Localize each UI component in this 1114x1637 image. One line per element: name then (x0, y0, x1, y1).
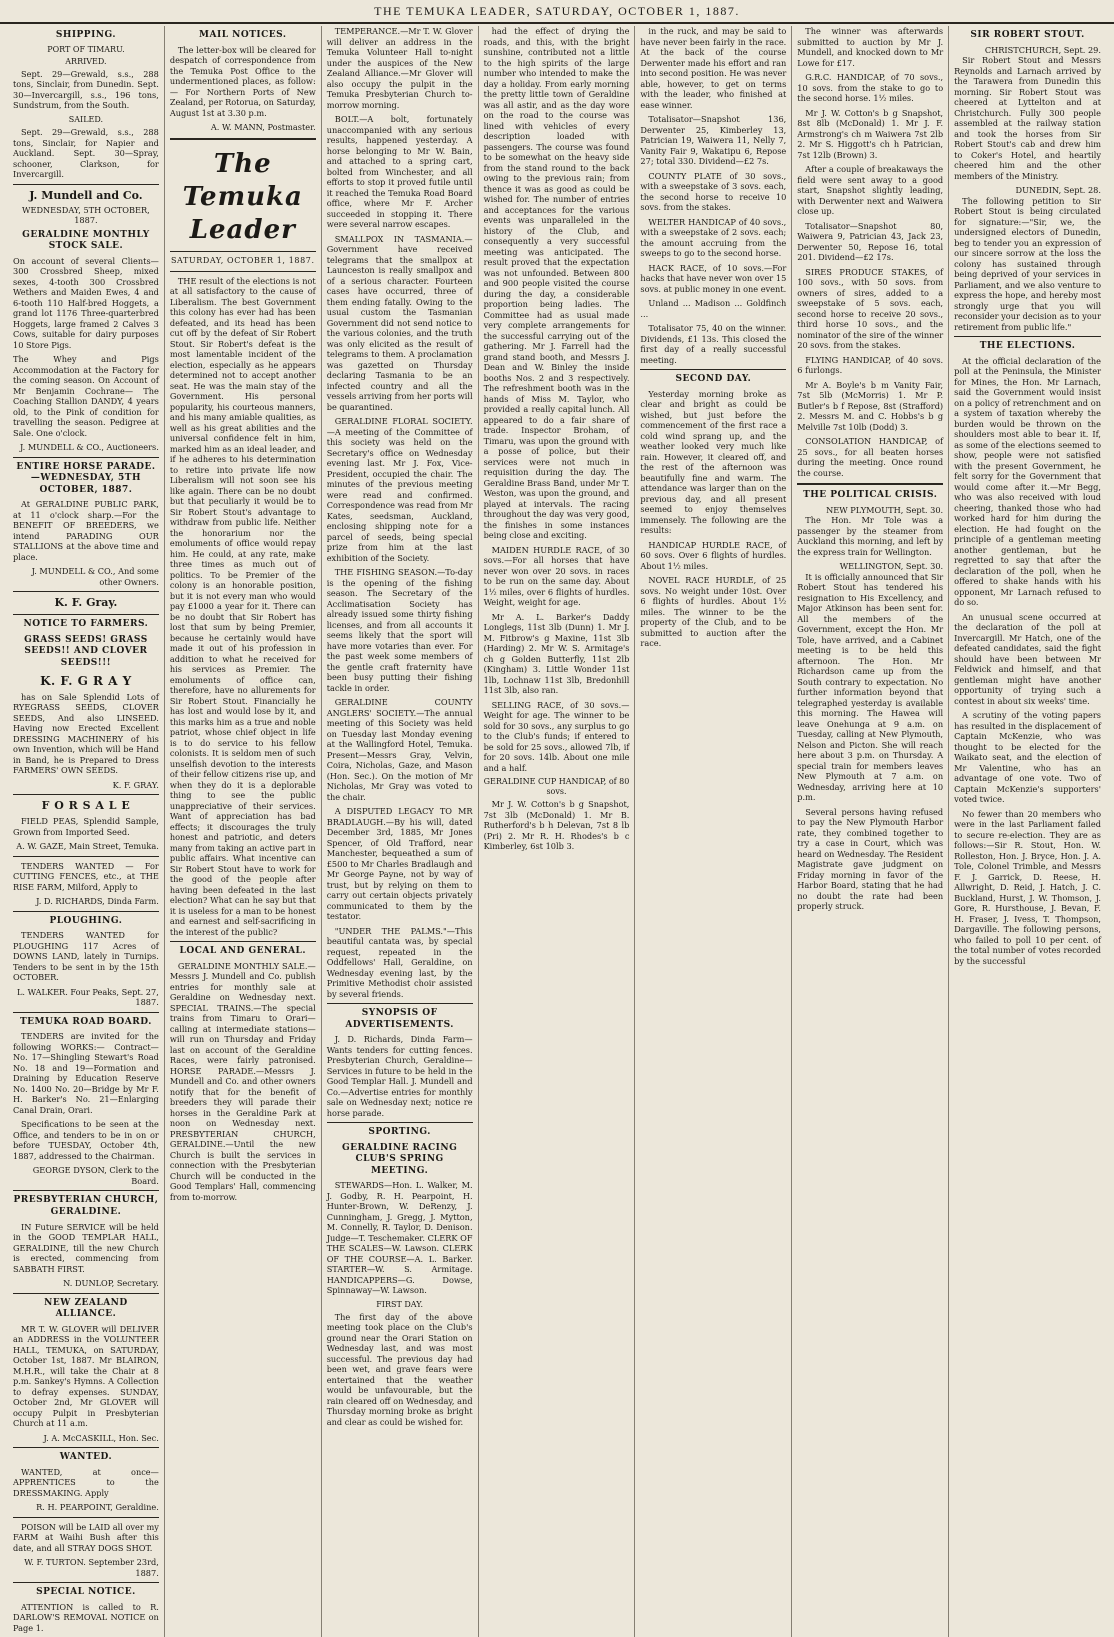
column-2 (165, 26, 322, 1637)
maiden-hurdle: MAIDEN HURDLE RACE, of 30 sovs.—For all horses that have never won over 20 sovs. in races to be run on the same day. About 1½ miles, over 6 flights of hurdles. Weight, weight for age. (483, 544, 630, 607)
peas-text: FIELD PEAS, Splendid Sample, Grown from Imported Seed. (13, 816, 159, 837)
poison-sign: W. F. TURTON. September 23rd, 1887. (24, 1557, 159, 1578)
second-day-text: Yesterday morning broke as clear and bright as could be wished, but just before the commencement of the first race a cold wind sprang up, and the weather looked very much like rain. However, it cleared off, and the rest of the afternoon was beautifully fine and warm. The attendance was larger than on the previous day, and all present seemed to enjoy themselves immensely. The following are the results: (640, 388, 787, 536)
wellington-dateline: WELLINGTON, Sept. 30. (839, 561, 944, 572)
gray-sign: K. F. GRAY. (112, 779, 159, 790)
wanted-sign: R. H. PEARPOINT, Geraldine. (36, 1502, 159, 1513)
road-board-sign: GEORGE DYSON, Clerk to the Board. (32, 1165, 159, 1186)
wellington-text: It is officially announced that Sir Robert Stout has tendered his resignation to His Excellency, and Major Atkinson has been sent for. All the members of the Government, except the Hon. Mr Tole, have arrived, and a Cabinet meeting is to be held this afternoon. The Hon. Mr Richardson came up from the South contrary to expectation. No further information beyond that telegraphed yesterday is available this morning. The Hawea will leave Onehunga at 9 a.m. on Tuesday, calling at New Plymouth, Nelson and Picton. She will reach here about 3 p.m. on Thursday. A special train for members leaves New Plymouth at 7 a.m. on Wednesday, arriving here at 10 p.m. (797, 571, 944, 803)
presbyterian-heading: PRESBYTERIAN CHURCH, GERALDINE. (13, 1195, 159, 1217)
special-notice-text: ATTENTION is called to R. DARLOW'S REMOVAL NOTICE on Page 1. (13, 1601, 159, 1633)
gray-letters: K. F. G R A Y (40, 673, 132, 688)
column-4 (479, 26, 636, 1637)
synopsis-heading: SYNOPSIS OF ADVERTISEMENTS. (345, 1008, 454, 1030)
mail-heading: MAIL NOTICES. (199, 30, 287, 40)
shipping-heading: SHIPPING. (55, 30, 117, 40)
forsale-heading: F O R S A L E (41, 799, 131, 813)
presbyterian-sign: N. DUNLOP, Secretary. (63, 1278, 159, 1289)
first-day-text: The first day of the above meeting took place on the Club's ground near the Orari Station on Wednesday last, and was most successful. The previous day had been wet, and grave fears were entertained that the weather would be unfavourable, but the rain cleared off on Wednesday, and Thursday morning broke as bright and clear as could be wished for. (326, 1311, 473, 1427)
hack-entrants: Unland ... Madison ... Goldfinch ... (640, 298, 787, 319)
maiden-results: Mr A. L. Barker's Daddy Longlegs, 11st 3lb (Dunn) 1. Mr J. M. Fitbrow's g Maxine, 11st 3lb (Harding) 2. Mr W. S. Armitage's ch g Golden Butterfly, 11st 2lb (Kingham) 3. Little Wonder 11st 1lb, Lochnaw 11st 3lb, Bredonhill 11st 3lb, also ran. (483, 611, 630, 695)
grass-heading: GRASS SEEDS! GRASS SEEDS!! AND CLOVER SEEDS!!! (24, 634, 148, 668)
second-day-heading: SECOND DAY. (675, 374, 752, 384)
christchurch-text: Sir Robert Stout and Messrs Reynolds and Larnach arrived by the Tarawera from Dunedin this morning. Sir Robert Stout was cheered at Lyttelton and at Christchurch. Fully 300 people assembled at the railway station and took the horses from Sir Robert Stout's cab and drew him to Coker's Hotel, and heartily cheered him and the other members of the Ministry. (954, 55, 1101, 181)
road-board-text: TENDERS are invited for the following WORKS:— Contract— No. 17—Shingling Stewart's Road No. 18 and 19—Formation and Draining by Education Reserve No. 1400 No. 20—Bridge by Mr F. H. Barker's No. 21—Enlarging Canal Drain, Orari. (13, 1031, 159, 1115)
tenders-text: TENDERS WANTED — For CUTTING FENCES, etc., at THE RISE FARM, Milford, Apply to (13, 860, 159, 892)
stewards-text: STEWARDS—Hon. L. Walker, M. J. Godby, R. H. Pearpoint, H. Hunter-Brown, W. DeRenzy, J. Cunningham, J. Gregg, J. Mytton, M. Connelly, R. Taylor, D. Denison. Judge—T. Teschemaker. CLERK OF THE SCALES—W. Lawson. CLERK OF THE COURSE—A. L. Barker. STARTER—W. S. Armitage. HANDICAPPERS—G. Dowse, Spinnaway—W. Lawson. (326, 1180, 473, 1296)
flying-handicap: FLYING HANDICAP, of 40 sovs. 6 furlongs. (797, 354, 944, 375)
wanted-text: WANTED, at once—APPRENTICES to the DRESSMAKING. Apply (13, 1466, 159, 1498)
racing-club-heading: GERALDINE RACING CLUB'S SPRING MEETING. (341, 1142, 458, 1176)
mail-sign: A. W. MANN, Postmaster. (210, 122, 316, 133)
wanted-heading: WANTED. (59, 1452, 113, 1463)
invercargill-text: An unusual scene occurred at the declaration of the poll at Invercargill. Mr Hatch, one of the defeated candidates, said the fight should have been between Mr Feldwick and himself, and that gentleman might have another opportunity of trying such a contest in about six weeks' time. (954, 611, 1101, 706)
novel-race: NOVEL RACE HURDLE, of 25 sovs. No weight under 10st. Over 6 flights of hurdles. About 1½ miles. The winner to be the property of the Club, and to be submitted to auction after the race. (640, 575, 787, 649)
road-board-heading: TEMUKA ROAD BOARD. (19, 1016, 152, 1027)
sailed-heading: SAILED. (68, 114, 104, 124)
gaze-sign: A. W. GAZE, Main Street, Temuka. (16, 841, 159, 852)
county-plate: COUNTY PLATE of 30 sovs., with a sweepstake of 3 sovs. each, the second horse to receive 10 sovs. from the stakes. (640, 170, 787, 212)
gray-name: K. F. Gray. (54, 596, 118, 610)
floral-item: GERALDINE FLORAL SOCIETY.—A meeting of the Committee of this society was held on the Secretary's office on Wednesday evening last. Mr J. Fox, Vice-President, occupied the chair. The minutes of the previous meeting were read and confirmed. Correspondence was read from Mr Kates, seedsman, Auckland, enclosing shipping note for a parcel of seeds, being special prize from him at the last exhibition of the Society. (326, 416, 473, 563)
bolt-item: BOLT.—A bolt, fortunately unaccompanied with any serious results, happened yesterday. A horse belonging to Mr W. Bain, and attached to a spring cart, bolted from Winchester, and all efforts to stop it proved futile until it reached the Temuka Road Board office, where Mr F. Archer succeeded in stopping it. There were several narrow escapes. (326, 114, 473, 229)
dunedin-dateline: DUNEDIN, Sept. 28. (1015, 185, 1101, 196)
auction-winner: The winner was afterwards submitted to auction by Mr J. Mundell, and knocked down to Mr Lowe for £17. (797, 26, 944, 68)
column-7 (949, 26, 1106, 1637)
arrived-heading: ARRIVED. (65, 56, 107, 66)
port-heading: PORT OF TIMARU. (47, 44, 125, 54)
local-general-text: GERALDINE MONTHLY SALE.—Messrs J. Mundell and Co. publish entries for monthly sale at Geraldine on Wednesday next. SPECIAL TRAINS.—The special trains from Timaru to Orari—calling at intermediate stations—will run on Thursday and Friday last on account of the Geraldine Races, were fairly patronised. HORSE PARADE.—Messrs J. Mundell and Co. and other owners notify that for the benefit of breeders they will parade their horses in the Geraldine Park at noon on Wednesday next. PRESBYTERIAN CHURCH, GERALDINE.—Until the new Church is built the services in connection with the Presbyterian Church will be conducted in the Good Templars' Hall, commencing from to-morrow. (169, 960, 316, 1202)
presbyterian-text: IN Future SERVICE will be held in the GOOD TEMPLAR HALL, GERALDINE, till the new Church is erected, commencing from SABBATH FIRST. (13, 1221, 159, 1274)
new-plymouth-text: The Hon. Mr Tole was a passenger by the steamer from Auckland this morning, and left by the express train for Wellington. (797, 515, 944, 557)
cup-results: Mr J. W. Cotton's b g Snapshot, 7st 3lb (McDonald) 1. Mr B. Rutherford's b h Delevan, 7st 8 lb (Pri) 2. Mr R. H. Rhodes's b c Kimberley, 6st 10lb 3. (483, 799, 630, 852)
column-6 (792, 26, 949, 1637)
columns (8, 26, 1106, 1633)
selling-race: SELLING RACE, of 30 sovs.—Weight for age. The winner to be sold for 30 sovs., any surplus to go to the Club's funds; if entered to be sold for 25 sovs., allowed 7lb, if for 20 sovs. 14lb. About one mile and a half. (483, 699, 630, 773)
newspaper-nameplate: The Temuka Leader (182, 148, 303, 246)
stock-text: On account of several Clients— 300 Crossbred Sheep, mixed sexes, 4-tooth 300 Crossbred Wethers and Maiden Ewes, 4 and 6-tooth 110 Half-bred Hoggets, a grand lot 1176 Three-quarterbred Hoggets, large framed 2 Calves 3 Cows, suitable for dairy purposes 10 Store Pigs. (13, 255, 159, 350)
temperance-item: TEMPERANCE.—Mr T. W. Glover will deliver an address in the Temuka Volunteer Hall to-night under the auspices of the New Zealand Alliance.—Mr Glover will also occupy the pulpit in the Temuka Presbyterian Church to-morrow morning. (326, 26, 473, 110)
mail-text: The letter-box will be cleared for despatch of correspondence from the Temuka Post Office to the undermentioned places, as follow:— For Northern Ports of New Zealand, per Rotorua, on Saturday, August 1st at 3.30 p.m. (169, 44, 316, 118)
totalisator-2: Totalisator—Snapshot 80, Waiwera 9, Patrician 43, Jack 23, Derwenter 50, Repose 16, total 201. Dividend—£2 17s. (797, 220, 944, 262)
geraldine-stock-sale: GERALDINE MONTHLY STOCK SALE. (22, 229, 150, 252)
cantata-item: "UNDER THE PALMS."—This beautiful cantata was, by special request, repeated in the Oddfellows' Hall, Geraldine, on Wednesday evening last, by the Primitive Methodist choir assisted by several friends. (326, 925, 473, 999)
fishing-item: THE FISHING SEASON.—To-day is the opening of the fishing season. The Secretary of the Acclimatisation Society has already issued some thirty fishing licenses, and from all accounts it seems likely that the sport will have more votaries than ever. For the past week some members of the gentle craft fraternity have been busy putting their fishing tackle in order. (326, 567, 473, 693)
cup-heading: GERALDINE CUP HANDICAP, of 80 sovs. (483, 777, 630, 797)
sires-produce: SIRES PRODUCE STAKES, of 100 sovs., with 50 sovs. from owners of sires, added to a sweepstake of 5 sovs. each, second horse to receive 20 sovs., third horse 10 sovs., and the nominator of the sire of the winner 20 sovs. from the stakes. (797, 266, 944, 350)
legacy-item: A DISPUTED LEGACY TO MR BRADLAUGH.—By his will, dated December 3rd, 1885, Mr Jones Spencer, of Old Trafford, near Manchester, bequeathed a sum of £500 to Mr Charles Bradlaugh and Mr George Payne, not by way of trust, but by relying on them to carry out certain objects privately communicated to them by the testator. (326, 806, 473, 921)
farmers-heading: NOTICE TO FARMERS. (23, 619, 149, 630)
plough-text: TENDERS WANTED for PLOUGHING 117 Acres of DOWNS LAND, lately in Turnips. Tenders to be sent in by the 15th OCTOBER. (13, 930, 159, 983)
political-crisis-heading: THE POLITICAL CRISIS. (803, 490, 938, 500)
sailed-text: Sept. 29—Grewald, s.s., 288 tons, Sinclair, for Napier and Auckland. Sept. 30—Spray, schooner, Clarkson, for Invercargill. (13, 127, 159, 180)
column-3 (322, 26, 479, 1637)
flying-results: Mr A. Boyle's b m Vanity Fair, 7st 5lb (McMorris) 1. Mr P. Butler's b f Repose, 8st (Strafford) 2. Messrs M. and C. Hobbs's b g Melville 7st 10lb (Dodd) 3. (797, 379, 944, 432)
anglers-item: GERALDINE COUNTY ANGLERS' SOCIETY.—The annual meeting of this Society was held on Tuesday last Monday evening at the Wallingford Hotel, Temuka. Present—Messrs Gray, Velvin, Coira, Nicholas, Gaze, and Mason (Hon. Sec.). On the motion of Mr Nicholas, Mr Gray was voted to the chair. (326, 697, 473, 802)
totalisator-1: Totalisator—Snapshot 136, Derwenter 25, Kimberley 13, Patrician 19, Waiwera 11, Nelly 7, Vanity Fair 9, Wakatipu 6, Repose 27; total 330. Dividend—£2 7s. (640, 114, 787, 166)
defeated-members-text: No fewer than 20 members who were in the last Parliament failed to secure re-election. They are as follows:—Sir R. Stout, Hon. W. Rolleston, Hon. J. Bryce, Hon. J. A. Tole, Colonel Trimble, and Messrs F. J. Garrick, D. Reese, H. Allwright, D. Reid, J. Hatch, J. C. Buckland, Hurst, J. W. Thomson, J. Gore, R. Hursthouse, J. Bevan, F. H. Fraser, J. Ivess, T. Thompson, Dargaville. The following persons, who failed to poll 10 per cent. of the total number of votes recorded by the successful (954, 808, 1101, 966)
scrutiny-text: A scrutiny of the voting papers has resulted in the displacement of Captain McKenzie, who was thought to be elected for the Waikato seat, and the election of Mr Valentine, who has an advantage of one vote. Two of Captain McKenzie's supporters' voted twice. (954, 710, 1101, 805)
elections-text: At the official declaration of the poll at the Peninsula, the Minister for Mines, the Hon. Mr Larnach, said the Government would insist on a policy of retrenchment and on a system of taxation whereby the burden would be thrown on the shoulders most able to bear it. If, as some of the elections seemed to show, people were not satisfied with the present Government, he felt sorry for the Government that would come after it.—Mr Begg, who was also received with loud cheering, thanked those who had worked hard for him during the election. He had fought on the principle of a gentleman meeting another gentleman, but he regretted to say that after the declaration of the poll, when he offered to shake hands with his opponent, Mr Larnach refused to do so. (954, 355, 1101, 608)
welter-handicap: WELTER HANDICAP of 40 sovs., with a sweepstake of 2 sovs. each; the amount accruing from the sweeps to go to the second horse. (640, 216, 787, 258)
dividend-text: Totalisator 75, 40 on the winner. Dividends, £1 13s. This closed the first day of a really successful meeting. (640, 323, 787, 365)
editorial-text: THE result of the elections is not at all satisfactory to the cause of Liberalism. The best Government this colony has ever had has been defeated, and its head has been cut off by the defeat of Sir Robert Stout. Sir Robert's defeat is the most lamentable incident of the election, especially as he appears determined not to accept another seat. He was the main stay of the Government. His personal popularity, his courteous manners, and his many amiable qualities, as well as his great abilities and the universal confidence felt in him, marked him as an ideal leader, and if he adheres to his determination to retire into private life now Liberalism will not soon see his like again. There can be no doubt but that peculiarly it would be to Sir Robert Stout's advantage to withdraw from public life. Neither the honorarium nor the emoluments of office would repay him. He could, at any rate, make three times as much out of politics. To be Premier of the colony is an honorable position, but it is not every man who would pay £1000 a year for it. There can be no doubt that Sir Robert has lost that sum by being Premier, because he certainly would have made it out of his profession in addition to what he received for his services as Premier. The emoluments of office can, therefore, have no allurements for Sir Robert Stout. Financially he has lost and would lose by it, and this marks him as a true and noble patriot, whose chief object in life is to do service to his fellow colonists. It is seldom men of such unselfish devotion to the interests of their fellow citizens rise up, and when they do it is a deplorable thing to see the public unappreciative of their services. Want of appreciation has bad effects; it discourages the truly honest and patriotic, and deters many from taking an active part in public affairs. What incentive can Sir Robert Stout have to work for the good of the people after having been defeated in the last election? What can he say but that it is useless for a man to be honest and earnest and self-sacrificing in the interest of the public? (169, 275, 316, 937)
smallpox-item: SMALLPOX IN TASMANIA.—Government have received telegrams that the smallpox at Launceston is really smallpox and of a serious character. Fourteen cases have occurred, three of them ending fatally. Owing to the usual custom the Tasmanian Government did not send notice to the various colonies, and the truth was only elicited as the result of telegrams to them. A proclamation was gazetted on Thursday declaring Tasmania to be an infected country and all the vessels arriving from her ports will be quarantined. (326, 233, 473, 412)
horse-parade-text: At GERALDINE PUBLIC PARK, at 11 o'clock sharp.—For the BENEFIT OF BREEDERS, we intend PARADING OUR STALLIONS at the above time and place. (13, 499, 159, 562)
grc-handicap: G.R.C. HANDICAP, of 70 sovs., 10 sovs. from the stake to go to the second horse. 1½ miles. (797, 72, 944, 103)
alliance-sign: J. A. McCASKILL, Hon. Sec. (43, 1432, 159, 1443)
harbor-rate-text: Several persons having refused to pay the New Plymouth Harbor rate, they combined together to try a case in Court, which was heard on Wednesday. The Resident Magistrate gave judgment on Friday morning in favor of the Harbor Board, stating that he had no doubt the rate had been properly struck. (797, 806, 944, 912)
dunedin-text: The following petition to Sir Robert Stout is being circulated for signature:—"Sir, we, the undersigned electors of Dunedin, beg to tender you an expression of our sincere sorrow at the loss the colony has sustained through being deprived of your services in Parliament, and we also venture to express the hope, and hereby most strongly urge that you will reconsider your decision as to your retirement from public life." (954, 195, 1101, 332)
mundell-date: WEDNESDAY, 5TH OCTOBER, 1887. (22, 204, 150, 226)
elections-heading: THE ELECTIONS. (979, 341, 1076, 352)
tenders-sign: J. D. RICHARDS, Dinda Farm. (36, 896, 159, 907)
new-plymouth-dateline: NEW PLYMOUTH, Sept. 30. (826, 504, 944, 515)
local-general-heading: LOCAL AND GENERAL. (179, 946, 307, 957)
mundell-sign: J. MUNDELL & CO., Auctioneers. (20, 442, 159, 453)
stout-heading: SIR ROBERT STOUT. (970, 30, 1085, 40)
special-notice-heading: SPECIAL NOTICE. (36, 1587, 136, 1598)
page-masthead: THE TEMUKA LEADER, SATURDAY, OCTOBER 1, 1887. (0, 0, 1114, 24)
horse-parade-heading: ENTIRE HORSE PARADE.—WEDNESDAY, 5TH OCTOBER, 1887. (16, 461, 156, 495)
alliance-heading: NEW ZEALAND ALLIANCE. (44, 1297, 128, 1320)
alliance-text: MR T. W. GLOVER will DELIVER an ADDRESS in the VOLUNTEER HALL, TEMUKA, on SATURDAY, October 1st, 1887. Mr BLAIRON, M.H.R., will take the Chair at 8 p.m. Sankey's Hymns. A Collection to defray expenses. SUNDAY, October 2nd, Mr GLOVER will occupy Pulpit in Presbyterian Church at 11 a.m. (13, 1323, 159, 1429)
plough-heading: PLOUGHING. (49, 915, 123, 926)
horse-parade-sign: J. MUNDELL & CO., And some other Owners. (31, 566, 159, 587)
mundell-name: J. Mundell and Co. (29, 188, 143, 202)
road-board-spec: Specifications to be seen at the Office, and tenders to be in on or before TUESDAY, October 4th, 1887, addressed to the Chairman. (13, 1119, 159, 1161)
synopsis-text: J. D. Richards, Dinda Farm—Wants tenders for cutting fences. Presbyterian Church, Geraldine—Services in future to be held in the Good Templar Hall. J. Mundell and Co.—Advertise entries for monthly sale on Wednesday next; notice re horse parade. (326, 1034, 473, 1118)
christchurch-dateline: CHRISTCHURCH, Sept. 29. (984, 44, 1101, 55)
grc-report: After a couple of breakaways the field were sent away to a good start, Snapshot slightly leading, with Derwenter next and Waiwera close up. (797, 164, 944, 216)
race-continued: in the ruck, and may be said to have never been fairly in the race. At the back of the course Derwenter made his effort and ran into second position. He was never able, however, to get on terms with the leader, who finished at ease winner. (640, 26, 787, 110)
column-5 (635, 26, 792, 1637)
first-day-heading: FIRST DAY. (376, 1299, 424, 1309)
plough-sign: L. WALKER. Four Peaks, Sept. 27, 1887. (16, 986, 159, 1008)
arrived-text: Sept. 29—Grewald, s.s., 288 tons, Sinclair, from Dunedin. Sept. 30—Invercargill, s.s., 196 tons, Sundstrum, from the South. (13, 68, 159, 111)
consolation-handicap: CONSOLATION HANDICAP, of 25 sovs., for all beaten horses during the meeting. Once round the course. (797, 436, 944, 478)
race-report: had the effect of drying the roads, and this, with the bright sunshine, contributed not a little to the high spirits of the large number who intended to make the day a holiday. From early morning the pretty little town of Geraldine was all astir, and as the day wore on the road to the course was lined with vehicles of every description loaded with passengers. The course was found to be somewhat on the heavy side from the stand round to the back owing to the previous rain; from thence it was as good as could be wished for. The number of entries and acceptances for the various events was unparalleled in the history of the Club, and consequently a very successful meeting was anticipated. The result proved that the expectation was not unfounded. Between 800 and 900 people visited the course during the day, a considerable proportion being ladies. The Committee had as usual made very complete arrangements for the successful carrying out of the gathering. Mr J. Farrell had the grand stand booth, and Messrs J. Dean and W. Binley the inside booths Nos. 2 and 3 respectively. The refreshment booth was in the hands of Miss M. Taylor, who provided a really capital lunch. All appeared to do a fair share of trade. Inspector Broham, of Timaru, was upon the ground with a posse of police, but their services were not much in requisition during the day. The Geraldine Brass Band, under Mr T. Weston, was upon the ground, and played at intervals. The racing throughout the day was very good, the finishes in some instances being close and exciting. (483, 26, 630, 540)
gray-text: has on Sale Splendid Lots of RYEGRASS SEEDS, CLOVER SEEDS, And also LINSEED. Having now Erected Excellent DRESSING MACHINERY of his own Invention, which will be Hand in Band, he is Prepared to Dress FARMERS' OWN SEEDS. (13, 691, 159, 776)
poison-text: POISON will be LAID all over my FARM at Waihi Bush after this date, and all STRAY DOGS SHOT. (13, 1521, 159, 1553)
whey-text: The Whey and Pigs Accommodation at the Factory for the coming season. On Account of Mr Benjamin Cochrane— The Coaching Stallion DANDY, 4 years old, to the Pink of condition for travelling the season. Pedigree at Sale. One o'clock. (13, 354, 159, 438)
hurdle-handicap: HANDICAP HURDLE RACE, of 60 sovs. Over 6 flights of hurdles. About 1½ miles. (640, 539, 787, 571)
hack-race: HACK RACE, of 10 sovs.—For hacks that have never won over 15 sovs. at public money in one event. (640, 262, 787, 294)
column-1 (8, 26, 165, 1637)
sporting-heading: SPORTING. (368, 1127, 431, 1138)
grc-results: Mr J. W. Cotton's b g Snapshot, 8st 8lb (McDonald) 1. Mr J. F. Armstrong's ch m Waiwera 7st 2lb 2. Mr S. Higgott's ch h Patrician, 7st 12lb (Brown) 3. (797, 107, 944, 160)
issue-date: SATURDAY, OCTOBER 1, 1887. (170, 256, 315, 266)
